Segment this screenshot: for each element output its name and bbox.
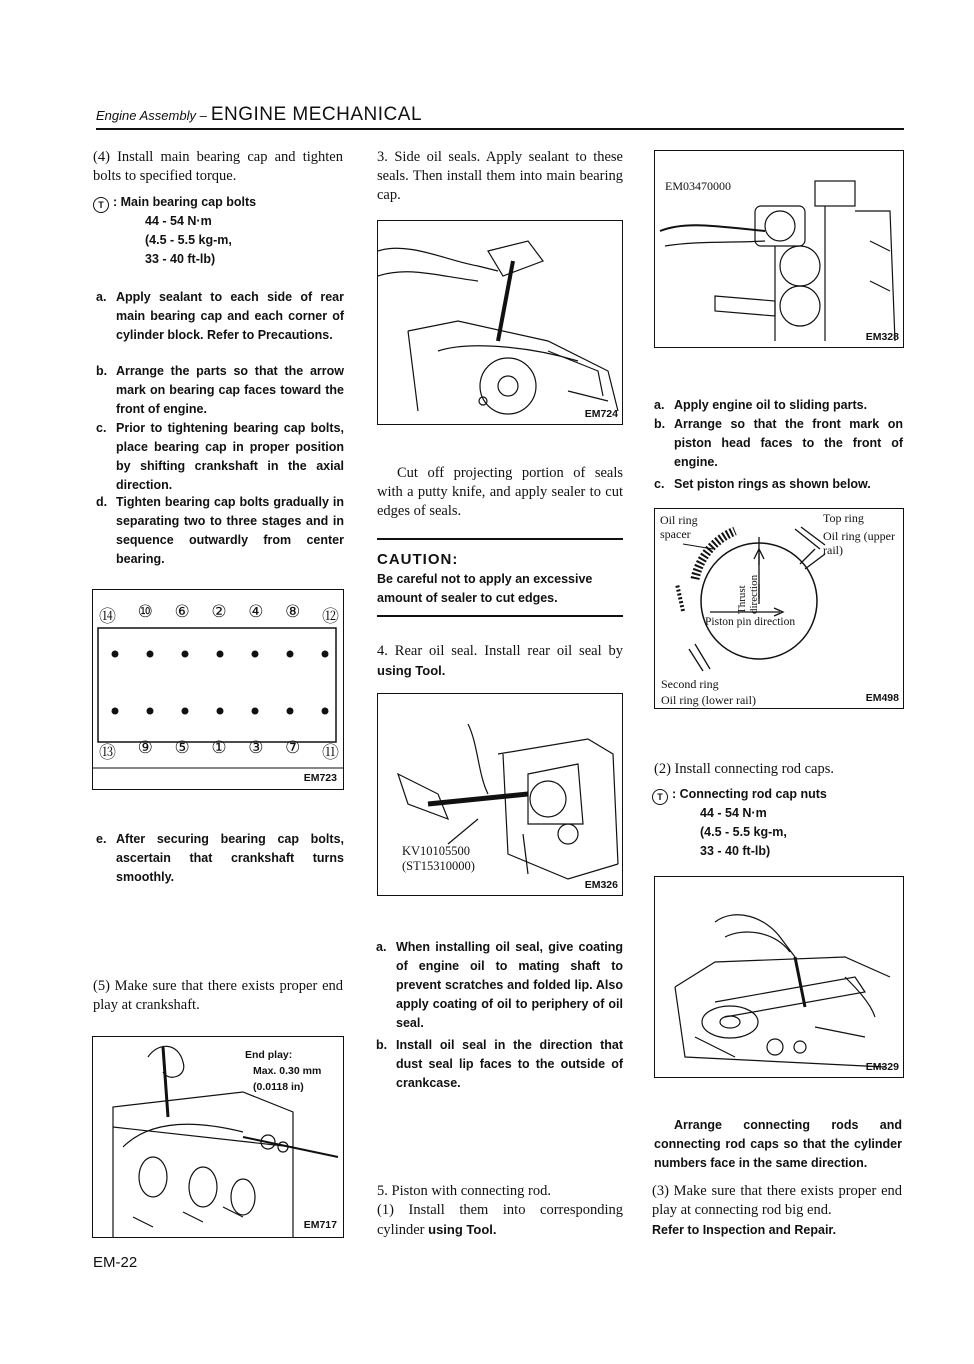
sequence-number: ⑦ <box>285 738 301 757</box>
piston-ring-diagram <box>654 508 904 709</box>
sequence-bottom-row <box>99 738 339 763</box>
rear-oil-seal-figure <box>377 693 623 896</box>
sequence-number: ② <box>211 602 227 621</box>
list-text: Apply sealant to each side of rear main bearing cap and each corner of cylinder block. Refer to Precautions. <box>116 290 344 342</box>
sequence-number: ① <box>211 738 227 757</box>
step4-text: 4. Rear oil seal. Install rear oil seal by <box>377 643 623 659</box>
col3-step3: (3) Make sure that there exists proper end play at connecting rod big end. <box>652 1183 902 1218</box>
step5-1-tool: using Tool. <box>428 1222 497 1237</box>
end-play-label: End play: <box>245 1049 293 1061</box>
torque-icon: T <box>93 197 109 213</box>
header-rule <box>96 128 904 130</box>
sequence-number: ⑥ <box>174 602 190 621</box>
col1-step5: (5) Make sure that there exists proper end play at crankshaft. <box>93 978 343 1013</box>
figure-code: EM498 <box>865 692 899 704</box>
step5-1-text: (1) Install them into corresponding cylinder <box>377 1202 623 1238</box>
list-marker: d. <box>96 495 108 509</box>
sequence-number: ⑤ <box>174 738 190 757</box>
figure-code: EM328 <box>865 331 899 343</box>
list-item <box>96 830 344 890</box>
sequence-number: ⑬ <box>99 743 116 762</box>
bearing-cap-sequence-figure <box>92 589 344 790</box>
top-ring-label: Top ring <box>823 511 864 525</box>
sequence-number: ③ <box>248 738 264 757</box>
list-marker: a. <box>376 940 387 954</box>
tool-number-alt: (ST15310000) <box>402 859 475 873</box>
list-item <box>376 1036 623 1096</box>
col3-step3-ref: Refer to Inspection and Repair. <box>652 1223 837 1237</box>
figure-code: EM329 <box>865 1061 899 1073</box>
figure-code: EM717 <box>303 1219 337 1231</box>
side-oil-seal-figure <box>377 220 623 425</box>
sequence-number: ⑪ <box>322 743 339 762</box>
list-marker: b. <box>376 1038 388 1052</box>
caution-rule-top <box>377 538 623 540</box>
sequence-number: ⑧ <box>285 602 301 621</box>
list-item <box>654 475 903 497</box>
torque-value: 33 - 40 ft-lb) <box>145 252 216 266</box>
torque-value: (4.5 - 5.5 kg-m, <box>145 233 232 247</box>
col2-step4 <box>377 642 623 681</box>
connecting-rod-cap-illustration <box>655 877 903 1077</box>
end-play-inch: (0.0118 in) <box>253 1081 304 1093</box>
oil-ring-spacer-label: Oil ring spacer <box>660 513 698 541</box>
oil-ring-upper-label: Oil ring (upper rail) <box>823 529 895 557</box>
list-marker: e. <box>96 832 107 846</box>
sequence-number: ⑩ <box>137 602 153 621</box>
list-text: Apply engine oil to sliding parts. <box>674 398 868 412</box>
sequence-top-row <box>99 602 339 627</box>
list-item <box>376 938 623 1038</box>
step4-tool: using Tool. <box>377 663 446 678</box>
col1-torque-spec <box>93 193 343 213</box>
thrust-direction-label: Thrust direction <box>736 574 760 614</box>
caution-text: Be careful not to apply an excessive amount of sealer to cut edges. <box>377 572 593 605</box>
list-marker: c. <box>654 477 665 491</box>
list-item <box>96 419 344 499</box>
tool-number: EM03470000 <box>665 179 731 193</box>
sequence-number: ⑨ <box>137 738 153 757</box>
list-text: Prior to tightening bearing cap bolts, place bearing cap in proper position by shifting crankshaft in the axial direction. <box>116 421 344 492</box>
list-text: Install oil seal in the direction that dust seal lip faces to the outside of crankcase. <box>396 1038 623 1090</box>
torque-value: 44 - 54 N·m <box>145 214 212 228</box>
list-item <box>96 362 344 422</box>
oil-ring-lower-label: Oil ring (lower rail) <box>661 693 756 707</box>
list-text: Tighten bearing cap bolts gradually in separating two to three stages and in sequence outwardly from center bearing. <box>116 495 344 566</box>
list-marker: a. <box>654 398 665 412</box>
torque-label: : Main bearing cap bolts <box>113 195 257 209</box>
col2-step3: 3. Side oil seals. Apply sealant to these seals. Then install them into main bearing cap. <box>377 149 623 203</box>
caution-title: CAUTION: <box>377 551 459 568</box>
torque-icon: T <box>652 789 668 805</box>
col2-cut-off: Cut off projecting portion of seals with a putty knife, and apply sealer to cut edges of seals. <box>377 465 623 519</box>
piston-install-figure <box>654 150 904 348</box>
torque-value: 44 - 54 N·m <box>700 806 767 820</box>
piston-pin-direction-label: Piston pin direction <box>705 616 796 628</box>
page-number: EM-22 <box>93 1254 138 1271</box>
connecting-rod-cap-figure <box>654 876 904 1078</box>
sequence-number: ⑭ <box>99 607 116 626</box>
torque-value: (4.5 - 5.5 kg-m, <box>700 825 787 839</box>
side-oil-seal-illustration <box>378 221 622 424</box>
caution-rule-bottom <box>377 615 623 617</box>
list-item <box>654 415 903 475</box>
col1-step4: (4) Install main bearing cap and tighten bolts to specified torque. <box>93 149 343 184</box>
page-header <box>96 104 422 126</box>
col3-step2: (2) Install connecting rod caps. <box>654 761 834 777</box>
col2-step5-1 <box>377 1201 623 1240</box>
sequence-number: ⑫ <box>322 607 339 626</box>
torque-label: : Connecting rod cap nuts <box>672 787 827 801</box>
list-text: Set piston rings as shown below. <box>674 477 871 491</box>
second-ring-label: Second ring <box>661 677 719 691</box>
list-marker: b. <box>96 364 108 378</box>
list-marker: c. <box>96 421 107 435</box>
list-text: When installing oil seal, give coating of engine oil to mating shaft to prevent scratches and folded lip. Also apply coating of oil to periphery of oil seal. <box>396 940 623 1030</box>
figure-code: EM326 <box>584 879 618 891</box>
end-play-figure <box>92 1036 344 1238</box>
list-text: After securing bearing cap bolts, ascertain that crankshaft turns smoothly. <box>116 832 344 884</box>
list-text: Arrange so that the front mark on piston head faces to the front of engine. <box>674 417 903 469</box>
list-text: Arrange the parts so that the arrow mark on bearing cap faces toward the front of engine. <box>116 364 344 416</box>
list-item <box>96 493 344 573</box>
col2-step5: 5. Piston with connecting rod. <box>377 1183 551 1199</box>
header-section: Engine Assembly – <box>96 108 207 123</box>
figure-code: EM723 <box>303 772 337 784</box>
col3-torque-spec <box>652 785 902 805</box>
end-play-max: Max. 0.30 mm <box>253 1065 322 1077</box>
tool-number: KV10105500 <box>402 844 471 858</box>
list-marker: a. <box>96 290 107 304</box>
torque-value: 33 - 40 ft-lb) <box>700 844 771 858</box>
list-item <box>96 288 344 368</box>
header-title: ENGINE MECHANICAL <box>210 104 423 125</box>
col3-arrange: Arrange connecting rods and connecting rod caps so that the cylinder numbers face in the same direction. <box>654 1118 902 1170</box>
list-marker: b. <box>654 417 666 431</box>
figure-code: EM724 <box>584 408 618 420</box>
sequence-number: ④ <box>248 602 264 621</box>
